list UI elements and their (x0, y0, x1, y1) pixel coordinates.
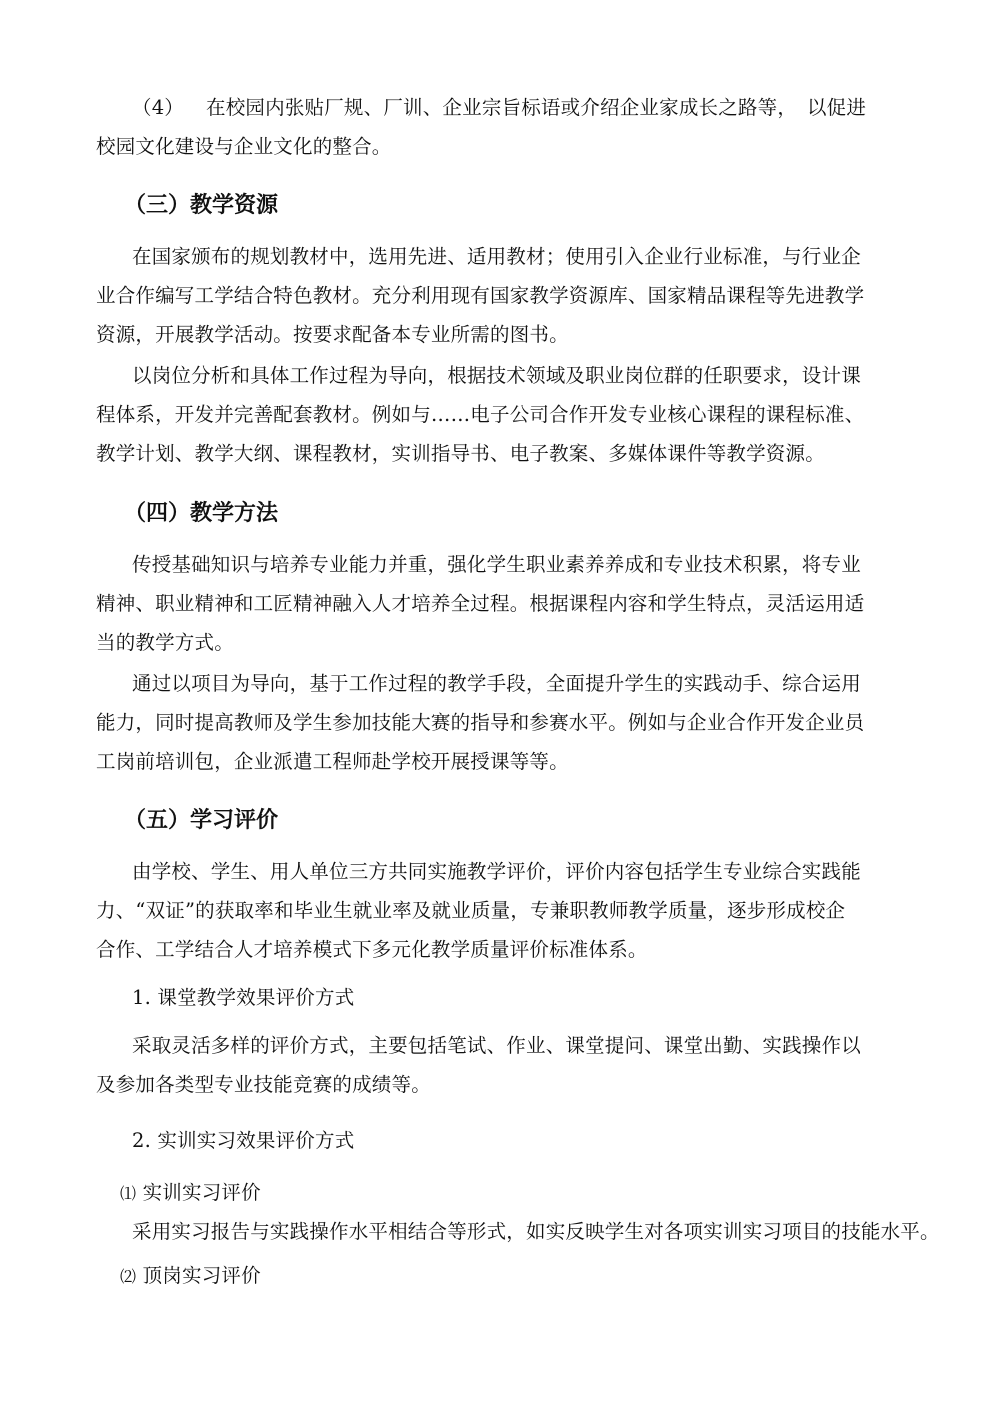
section-heading-teaching-methods: （四）教学方法 (124, 501, 279, 526)
paragraph-line: 资源，开展教学活动。按要求配备本专业所需的图书。 (96, 323, 569, 346)
section-heading-learning-evaluation: （五）学习评价 (124, 808, 279, 833)
paragraph-line: 当的教学方式。 (96, 631, 234, 654)
paragraph-line: 由学校、学生、用人单位三方共同实施教学评价，评价内容包括学生专业综合实践能 (132, 860, 861, 883)
paragraph-line (132, 96, 866, 120)
paragraph-line: 精神、职业精神和工匠精神融入人才培养全过程。根据课程内容和学生特点，灵活运用适 (96, 592, 865, 615)
paragraph-line: 业合作编写工学结合特色教材。充分利用现有国家教学资源库、国家精品课程等先进教学 (96, 284, 865, 307)
sub-item-title (120, 1181, 261, 1206)
paragraph-line: 采用实习报告与实践操作水平相结合等形式，如实反映学生对各项实训实习项目的技能水平。 (132, 1220, 940, 1243)
paragraph-line: 程体系，开发并完善配套教材。例如与……电子公司合作开发专业核心课程的课程标准、 (96, 403, 865, 426)
paragraph-line: 工岗前培训包，企业派遣工程师赴学校开展授课等等。 (96, 750, 569, 773)
sub-item-number: ⑵ (120, 1267, 137, 1286)
paragraph-line: 校园文化建设与企业文化的整合。 (96, 135, 392, 158)
paragraph-line: 以岗位分析和具体工作过程为导向，根据技术领域及职业岗位群的任职要求，设计课 (132, 364, 861, 387)
subsection-title: 1. 课堂教学效果评价方式 (132, 986, 355, 1009)
paragraph-line: 能力，同时提高教师及学生参加技能大赛的指导和参赛水平。例如与企业合作开发企业员 (96, 711, 865, 734)
paragraph-line: 教学计划、教学大纲、课程教材，实训指导书、电子教案、多媒体课件等教学资源。 (96, 442, 825, 465)
paragraph-line: 在国家颁布的规划教材中，选用先进、适用教材；使用引入企业行业标准，与行业企 (132, 245, 861, 268)
paragraph-line: 合作、工学结合人才培养模式下多元化教学质量评价标准体系。 (96, 938, 648, 961)
sub-item-label: 实训实习评价 (142, 1181, 261, 1204)
section-heading-teaching-resources: （三）教学资源 (124, 193, 279, 218)
sub-item-title (120, 1264, 261, 1289)
paragraph-text: 在校园内张贴厂规、厂训、企业宗旨标语或介绍企业家成长之路等， 以促进 (206, 96, 867, 119)
sub-item-number: ⑴ (120, 1184, 137, 1203)
paragraph-line: 传授基础知识与培养专业能力并重，强化学生职业素养养成和专业技术积累，将专业 (132, 553, 861, 576)
paragraph-line: 力、“双证”的获取率和毕业生就业率及就业质量，专兼职教师教学质量，逐步形成校企 (96, 899, 846, 922)
item-number: （4） (132, 96, 185, 119)
paragraph-line: 通过以项目为导向，基于工作过程的教学手段，全面提升学生的实践动手、综合运用 (132, 672, 861, 695)
paragraph-line: 及参加各类型专业技能竞赛的成绩等。 (96, 1073, 431, 1096)
paragraph-line: 采取灵活多样的评价方式，主要包括笔试、作业、课堂提问、课堂出勤、实践操作以 (132, 1034, 861, 1057)
sub-item-label: 顶岗实习评价 (142, 1264, 261, 1287)
subsection-title: 2. 实训实习效果评价方式 (132, 1129, 355, 1152)
